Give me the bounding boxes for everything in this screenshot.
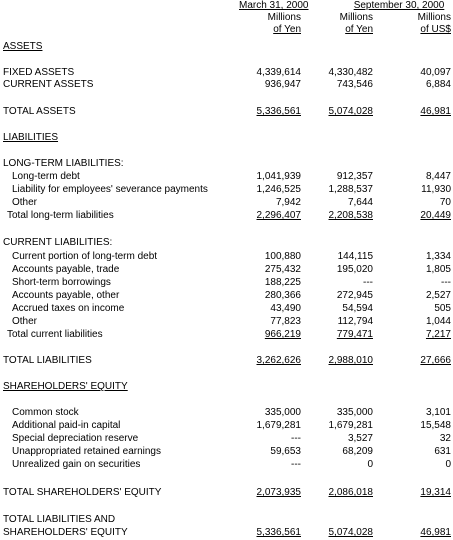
row-value-col3: 505 (434, 303, 451, 314)
row-value-col3: 7,217 (425, 329, 451, 340)
row-value-col3: 11,930 (421, 184, 451, 195)
row-value-col3: 2,527 (425, 290, 451, 301)
row-value-col1: 275,432 (264, 264, 301, 275)
row-value-col2: 1,288,537 (328, 184, 373, 195)
col3-unit-line1: Millions (417, 12, 451, 23)
row-value-col3: 1,334 (425, 251, 451, 262)
row-value-col1: 5,336,561 (256, 106, 301, 117)
row-value-col2: --- (363, 277, 373, 288)
row-value-col2: 5,074,028 (328, 527, 373, 538)
row-value-col3: 32 (439, 433, 451, 444)
row-value-col3: 3,101 (425, 407, 451, 418)
row-value-col1: 2,073,935 (256, 487, 301, 498)
row-value-col1: 335,000 (264, 407, 301, 418)
row-value-col2: 5,074,028 (328, 106, 373, 117)
row-value-col1: --- (291, 433, 301, 444)
row-label: Accounts payable, other (12, 290, 120, 301)
row-label: CURRENT ASSETS (3, 79, 94, 90)
row-value-col1: 77,823 (270, 316, 301, 327)
row-label: Liability for employees' severance payments (12, 184, 208, 195)
row-value-col3: 1,805 (425, 264, 451, 275)
row-label: Accrued taxes on income (12, 303, 125, 314)
row-value-col3: 46,981 (420, 527, 451, 538)
row-label: Other (12, 197, 38, 208)
row-value-col3: 20,449 (420, 210, 451, 221)
row-value-col3: 46,981 (420, 106, 451, 117)
period-header-march-2000: March 31, 2000 (239, 0, 309, 11)
row-value-col1: 5,336,561 (256, 527, 301, 538)
row-value-col3: 0 (445, 459, 451, 470)
row-value-col3: 40,097 (420, 67, 451, 78)
row-label: SHAREHOLDERS' EQUITY (3, 527, 128, 538)
section-heading: LIABILITIES (3, 132, 59, 143)
row-label: Total current liabilities (7, 329, 103, 340)
row-value-col2: 2,988,010 (328, 355, 373, 366)
row-label: LONG-TERM LIABILITIES: (3, 158, 124, 169)
row-value-col2: 54,594 (342, 303, 373, 314)
row-value-col2: 195,020 (336, 264, 373, 275)
row-value-col3: 6,884 (425, 79, 451, 90)
row-label: Long-term debt (12, 171, 80, 182)
row-value-col2: 0 (367, 459, 373, 470)
row-label: CURRENT LIABILITIES: (3, 237, 113, 248)
row-value-col1: 936,947 (264, 79, 301, 90)
row-label: Current portion of long-term debt (12, 251, 158, 262)
row-value-col3: 15,548 (420, 420, 451, 431)
row-label: TOTAL LIABILITIES (3, 355, 92, 366)
col2-unit-line1: Millions (339, 12, 373, 23)
row-value-col1: 966,219 (264, 329, 301, 340)
row-value-col1: 4,339,614 (256, 67, 301, 78)
row-label: TOTAL SHAREHOLDERS' EQUITY (3, 487, 162, 498)
row-value-col1: 188,225 (264, 277, 301, 288)
row-label: Accounts payable, trade (12, 264, 120, 275)
col3-unit-line2: of US$ (420, 24, 451, 35)
row-value-col2: 112,794 (337, 316, 373, 327)
row-label: TOTAL ASSETS (3, 106, 76, 117)
row-value-col3: 1,044 (425, 316, 451, 327)
row-value-col2: 2,086,018 (328, 487, 373, 498)
row-value-col1: 43,490 (270, 303, 301, 314)
row-label: Short-term borrowings (12, 277, 111, 288)
row-value-col2: 743,546 (336, 79, 373, 90)
row-value-col2: 4,330,482 (328, 67, 373, 78)
period-header-september-2000: September 30, 2000 (353, 0, 445, 11)
col1-unit-line2: of Yen (273, 24, 301, 35)
row-value-col3: 27,666 (420, 355, 451, 366)
row-value-col1: 2,296,407 (256, 210, 301, 221)
row-value-col2: 335,000 (336, 407, 373, 418)
row-label: TOTAL LIABILITIES AND (3, 514, 116, 525)
row-label: Unappropriated retained earnings (12, 446, 161, 457)
row-value-col1: 59,653 (270, 446, 301, 457)
row-value-col2: 7,644 (347, 197, 373, 208)
row-value-col3: 8,447 (425, 171, 451, 182)
row-value-col1: 1,679,281 (256, 420, 301, 431)
section-heading: ASSETS (3, 41, 43, 52)
row-value-col2: 779,471 (336, 329, 373, 340)
row-label: Total long-term liabilities (7, 210, 114, 221)
row-value-col3: --- (441, 277, 451, 288)
row-value-col1: 1,246,525 (256, 184, 301, 195)
row-value-col1: --- (291, 459, 301, 470)
row-value-col1: 7,942 (275, 197, 301, 208)
row-value-col1: 1,041,939 (256, 171, 301, 182)
row-label: FIXED ASSETS (3, 67, 75, 78)
col2-unit-line2: of Yen (345, 24, 373, 35)
row-label: Common stock (12, 407, 79, 418)
section-heading: SHAREHOLDERS' EQUITY (3, 381, 128, 392)
row-label: Other (12, 316, 38, 327)
row-value-col3: 19,314 (420, 487, 451, 498)
col1-unit-line1: Millions (267, 12, 301, 23)
row-value-col2: 3,527 (347, 433, 373, 444)
row-value-col2: 272,945 (336, 290, 373, 301)
row-value-col2: 144,115 (337, 251, 373, 262)
row-value-col2: 912,357 (336, 171, 373, 182)
row-value-col1: 3,262,626 (256, 355, 301, 366)
row-value-col3: 631 (434, 446, 451, 457)
row-label: Unrealized gain on securities (12, 459, 141, 470)
row-label: Additional paid-in capital (12, 420, 121, 431)
row-label: Special depreciation reserve (12, 433, 139, 444)
row-value-col1: 280,366 (264, 290, 301, 301)
row-value-col3: 70 (439, 197, 451, 208)
row-value-col2: 68,209 (342, 446, 373, 457)
row-value-col2: 2,208,538 (328, 210, 373, 221)
row-value-col2: 1,679,281 (328, 420, 373, 431)
row-value-col1: 100,880 (264, 251, 301, 262)
